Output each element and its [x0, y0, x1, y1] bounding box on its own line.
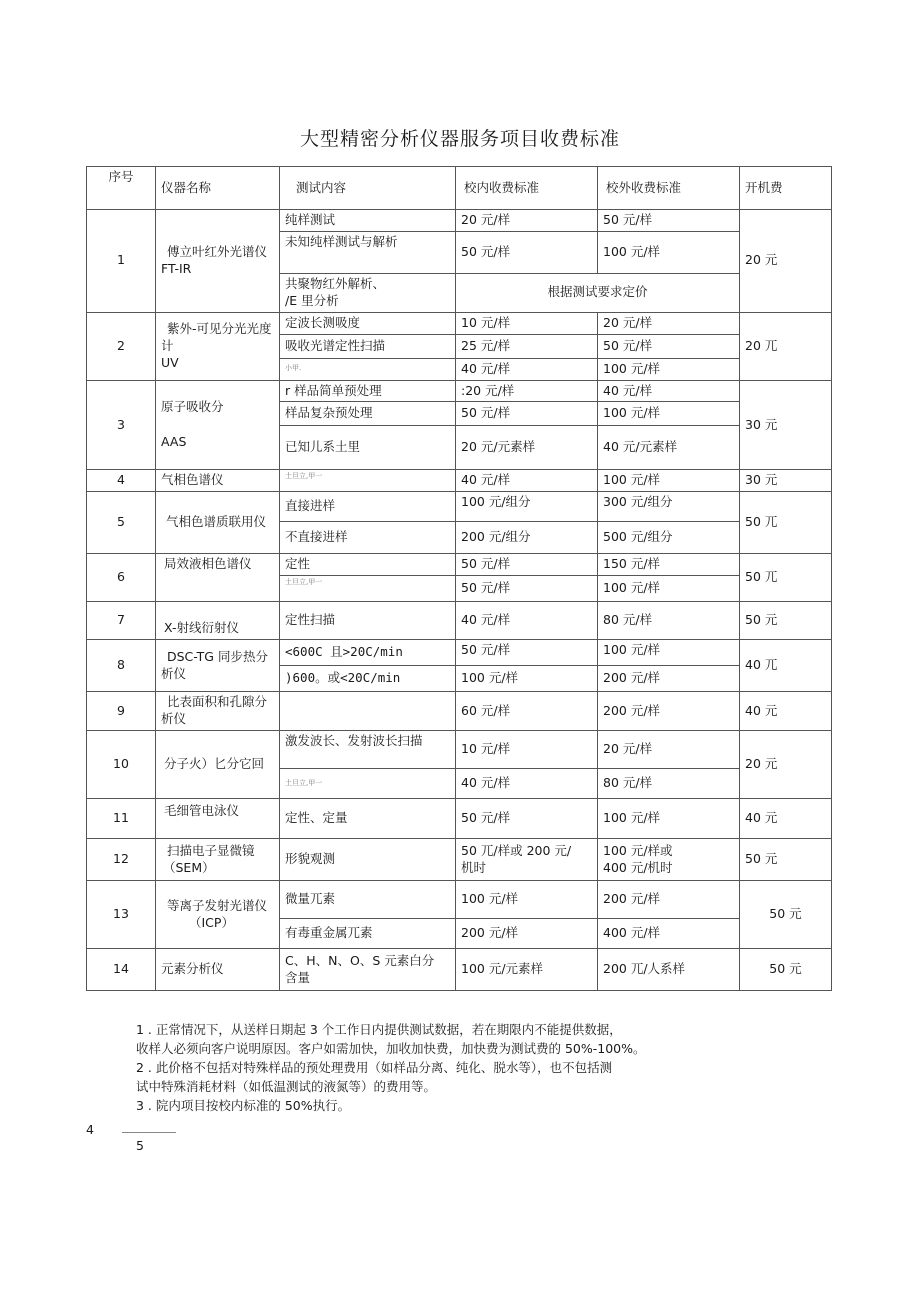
instrument-name-line: 原子吸收分	[161, 399, 224, 415]
test-content: 定性扫描	[280, 602, 456, 640]
test-content: )600。或<20C/min	[280, 666, 456, 692]
row-no: 11	[87, 799, 156, 839]
external-fee: 50 元/样	[598, 334, 740, 358]
page-title: 大型精密分析仪器服务项目收费标准	[299, 128, 620, 150]
test-content: 小甲.	[280, 358, 456, 380]
test-content: 有毒重金属兀素	[280, 919, 456, 949]
external-fee: 50 元/样	[598, 210, 740, 232]
internal-fee: 50 元/样	[456, 231, 598, 273]
table-row	[87, 881, 832, 919]
instrument-name: 局效液相色谱仪	[156, 554, 280, 602]
test-content: 定波长测吸度	[280, 312, 456, 334]
internal-fee: 50 元/样	[456, 640, 598, 666]
test-content: 土旦立,甲一	[280, 470, 456, 492]
test-content: 未知纯样测试与解析	[280, 231, 456, 273]
note-2-line-2: 试中特殊消耗材料（如低温测试的液氮等）的费用等。	[136, 1079, 437, 1094]
instrument-name: 气相色谱质联用仪	[156, 492, 280, 554]
internal-fee: 100 元/样	[456, 881, 598, 919]
note-1-line-2: 收样人必须向客户说明原因。客户如需加快，加收加快费，加快费为测试费的 50%-100%。	[136, 1041, 646, 1056]
external-fee: 150 元/样	[598, 554, 740, 576]
instrument-name-line: 比表面积和孔隙分	[167, 694, 268, 710]
internal-fee: 40 元/样	[456, 358, 598, 380]
internal-fee: 50 元/样	[456, 402, 598, 426]
external-fee: 100 元/样	[598, 799, 740, 839]
test-content: 激发波长、发射波长扫描	[280, 731, 456, 769]
row-no: 12	[87, 839, 156, 881]
row-no: 4	[87, 470, 156, 492]
external-fee	[598, 839, 740, 881]
page-number-left: 4	[86, 1122, 94, 1137]
instrument-name	[156, 640, 280, 692]
test-content: 直接进样	[280, 492, 456, 522]
internal-fee: 200 元/组分	[456, 522, 598, 554]
test-content: 定性	[280, 554, 456, 576]
row-no: 14	[87, 949, 156, 991]
internal-fee: :20 元/样	[456, 380, 598, 402]
internal-fee: 25 元/样	[456, 334, 598, 358]
test-content: 土旦立,甲一	[280, 769, 456, 799]
instrument-name	[156, 839, 280, 881]
internal-fee: 20 元/样	[456, 210, 598, 232]
external-fee: 20 元/样	[598, 731, 740, 769]
table-row	[87, 731, 832, 769]
test-content: 纯样测试	[280, 210, 456, 232]
startup-fee: 20 兀	[740, 312, 832, 380]
note-3: 3 . 院内项目按校内标准的 50%执行。	[136, 1098, 351, 1113]
instrument-name: 元素分析仪	[156, 949, 280, 991]
test-content: 定性、定量	[280, 799, 456, 839]
internal-fee: 100 元/组分	[456, 492, 598, 522]
startup-fee: 50 元	[740, 839, 832, 881]
internal-fee: 40 元/样	[456, 602, 598, 640]
row-no: 10	[87, 731, 156, 799]
instrument-name-line: 计	[161, 337, 174, 353]
row-no: 5	[87, 492, 156, 554]
page-number-right: 5	[136, 1138, 144, 1153]
instrument-name-line: 析仪	[161, 711, 187, 727]
test-content: 形貌观测	[280, 839, 456, 881]
header-content: 测试内容	[280, 167, 456, 210]
startup-fee: 50 元	[740, 881, 832, 949]
external-fee: 20 元/样	[598, 312, 740, 334]
instrument-name: X-射线衍射仪	[156, 602, 280, 640]
table-row	[87, 470, 832, 492]
external-fee: 100 元/样	[598, 358, 740, 380]
startup-fee: 20 元	[740, 731, 832, 799]
row-no: 9	[87, 692, 156, 731]
external-fee: 100 元/样	[598, 576, 740, 602]
test-content	[280, 949, 456, 991]
test-content	[280, 692, 456, 731]
test-content: 样品复杂预处理	[280, 402, 456, 426]
test-content: 不直接进样	[280, 522, 456, 554]
internal-fee: 40 元/样	[456, 769, 598, 799]
test-content: 土旦立,甲一	[280, 576, 456, 602]
external-fee: 200 元/样	[598, 881, 740, 919]
startup-fee: 30 元	[740, 380, 832, 470]
internal-fee-line: 机时	[461, 859, 487, 875]
internal-fee: 50 元/样	[456, 576, 598, 602]
test-content-line: 含量	[285, 969, 311, 985]
external-fee: 40 元/元素样	[598, 426, 740, 470]
row-no: 3	[87, 380, 156, 470]
test-content	[280, 273, 456, 312]
row-no: 6	[87, 554, 156, 602]
merged-fee: 根据测试要求定价	[456, 273, 740, 312]
external-fee: 200 元/样	[598, 666, 740, 692]
startup-fee: 50 兀	[740, 492, 832, 554]
header-no: 序号	[87, 167, 156, 210]
instrument-name	[156, 312, 280, 380]
external-fee: 100 元/样	[598, 231, 740, 273]
startup-fee: 40 元	[740, 692, 832, 731]
external-fee: 100 元/样	[598, 470, 740, 492]
external-fee: 80 元/样	[598, 769, 740, 799]
test-content-line: 共聚物红外解析、	[285, 275, 386, 291]
table-row	[87, 799, 832, 839]
table-header	[87, 167, 832, 210]
table-row	[87, 839, 832, 881]
row-no: 1	[87, 210, 156, 313]
internal-fee-line: 50 兀/样或 200 元/	[461, 842, 572, 858]
internal-fee: 10 元/样	[456, 731, 598, 769]
instrument-name-line: 紫外-可见分光光度	[167, 320, 272, 336]
notes	[136, 1020, 696, 1115]
internal-fee: 20 元/元素样	[456, 426, 598, 470]
instrument-abbr: FT-IR	[161, 260, 192, 276]
startup-fee: 40 元	[740, 799, 832, 839]
startup-fee: 20 元	[740, 210, 832, 313]
startup-fee: 50 元	[740, 602, 832, 640]
instrument-name: 分子火）匕分它回	[156, 731, 280, 799]
instrument-name	[156, 881, 280, 949]
instrument-name	[156, 692, 280, 731]
test-content: 吸收光谱定性扫描	[280, 334, 456, 358]
test-content-line: C、H、N、O、S 元素白分	[285, 952, 435, 968]
header-internal: 校内收费标准	[456, 167, 598, 210]
table-row	[87, 554, 832, 576]
external-fee: 400 元/样	[598, 919, 740, 949]
header-name: 仪器名称	[156, 167, 280, 210]
table-row	[87, 602, 832, 640]
internal-fee: 100 元/元素样	[456, 949, 598, 991]
instrument-abbr: （SEM）	[163, 859, 215, 875]
header-startup: 开机费	[740, 167, 832, 210]
instrument-name-line: 傅立叶红外光谱仪	[167, 243, 268, 259]
table-row	[87, 949, 832, 991]
test-content: 已知儿系土里	[280, 426, 456, 470]
internal-fee: 50 元/样	[456, 554, 598, 576]
external-fee: 300 元/组分	[598, 492, 740, 522]
startup-fee: 50 元	[740, 949, 832, 991]
internal-fee: 10 元/样	[456, 312, 598, 334]
external-fee: 100 元/样	[598, 402, 740, 426]
header-external: 校外收费标准	[598, 167, 740, 210]
table-row	[87, 492, 832, 522]
external-fee: 200 兀/人系样	[598, 949, 740, 991]
table-row	[87, 210, 832, 232]
external-fee: 200 元/样	[598, 692, 740, 731]
instrument-name-line: DSC-TG 同步热分	[167, 648, 268, 664]
external-fee: 80 元/样	[598, 602, 740, 640]
internal-fee: 200 元/样	[456, 919, 598, 949]
row-no: 8	[87, 640, 156, 692]
test-content: r 样品简单预处理	[280, 380, 456, 402]
external-fee: 40 元/样	[598, 380, 740, 402]
note-2-line-1: 2 . 此价格不包括对特殊样品的预处理费用（如样品分离、纯化、脱水等），也不包括测	[136, 1060, 613, 1075]
instrument-name-line: 等离子发射光谱仪	[167, 897, 268, 913]
internal-fee: 100 元/样	[456, 666, 598, 692]
table-row	[87, 312, 832, 334]
startup-fee: 50 兀	[740, 554, 832, 602]
table-row	[87, 692, 832, 731]
internal-fee: 40 元/样	[456, 470, 598, 492]
test-content: 微量兀素	[280, 881, 456, 919]
instrument-name	[156, 210, 280, 313]
row-no: 7	[87, 602, 156, 640]
instrument-name-line: 析仪	[161, 665, 187, 681]
row-no: 13	[87, 881, 156, 949]
test-content-line: /E 里分析	[285, 292, 339, 308]
external-fee-line: 400 元/机时	[603, 859, 673, 875]
instrument-name-line: 扫描电子显微镜	[167, 842, 255, 858]
external-fee-line: 100 元/样或	[603, 842, 673, 858]
startup-fee: 40 兀	[740, 640, 832, 692]
instrument-abbr: UV	[161, 354, 179, 370]
table-row	[87, 640, 832, 666]
startup-fee: 30 元	[740, 470, 832, 492]
row-no: 2	[87, 312, 156, 380]
internal-fee	[456, 839, 598, 881]
table-row	[87, 380, 832, 402]
external-fee: 100 元/样	[598, 640, 740, 666]
footer-divider	[122, 1132, 176, 1133]
test-content: <600C 且>20C/min	[280, 640, 456, 666]
internal-fee: 60 元/样	[456, 692, 598, 731]
instrument-name: 气相色谱仪	[156, 470, 280, 492]
instrument-name	[156, 380, 280, 470]
instrument-abbr: AAS	[161, 433, 187, 449]
external-fee: 500 元/组分	[598, 522, 740, 554]
instrument-name: 毛细管电泳仪	[156, 799, 280, 839]
note-1-line-1: 1 . 正常情况下，从送样日期起 3 个工作日内提供测试数据，若在期限内不能提供数据，	[136, 1022, 622, 1037]
instrument-abbr: （ICP）	[189, 914, 234, 930]
fee-table	[86, 166, 832, 991]
internal-fee: 50 元/样	[456, 799, 598, 839]
